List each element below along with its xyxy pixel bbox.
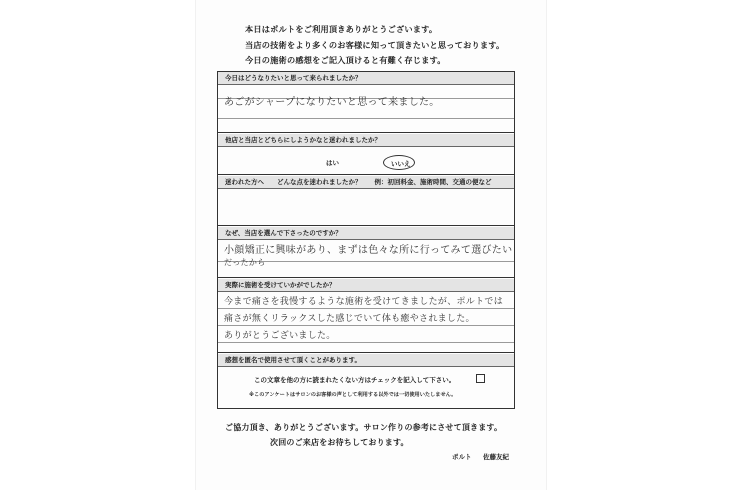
option-no[interactable]: いいえ (391, 160, 411, 168)
question-4-answer: 小顔矯正に興味があり、まずは色々な所に行ってみて選びたい (224, 245, 513, 256)
next-visit-text: 次回のご来店をお待ちしております。 (270, 438, 409, 447)
answer-rule (218, 118, 514, 119)
question-1-answer: あごがシャープになりたいと思って来ました。 (224, 97, 440, 108)
answer-rule (218, 342, 514, 343)
consent-checkbox-label: この文章を他の方に読まれたくない方はチェックを記入して下さい。 (254, 376, 456, 384)
question-4-answer: だったから (224, 258, 266, 267)
intro-text (245, 22, 525, 69)
answer-rule (218, 325, 514, 326)
question-5-answer: 今まで痛さを我慢するような施術を受けてきましたが、ポルトでは (224, 297, 504, 307)
thanks-text: ご協力頂き、ありがとうございます。サロン作りの参考にさせて頂きます。 (225, 423, 503, 432)
consent-heading: 感想を匿名で使用させて頂くことがあります。 (218, 354, 514, 367)
selected-option-circle (383, 155, 415, 170)
survey-form (217, 71, 515, 409)
question-5-label: 実際に施術を受けていかがでしたか？ (218, 279, 514, 292)
question-5-answer: ありがとうございました。 (224, 331, 336, 341)
question-4-label: なぜ、当店を選んで下さったのですか？ (218, 227, 514, 240)
question-2-label: 他店と当店とどちらにしようかなと迷われましたか？ (218, 134, 514, 147)
intro-line: 当店の技術をより多くのお客様に知って頂きたいと思っております。 (245, 39, 505, 50)
question-separator (218, 174, 514, 175)
option-yes[interactable]: はい (326, 159, 339, 167)
question-separator (218, 225, 514, 226)
question-separator (218, 277, 514, 278)
opt-out-checkbox[interactable] (476, 374, 485, 383)
question-1-label: 今日はどうなりたいと思って来られましたか？ (218, 72, 514, 85)
question-3-label: 迷われた方へ どんな点を迷われましたか？ 例：初回料金、施術時間、交通の便など (218, 176, 514, 189)
intro-line: 今日の施術の感想をご記入頂けると有難く存じます。 (245, 55, 446, 65)
consent-note: ※このアンケートはサロンのお客様の声として利用する以外では一切使用いたしません。 (249, 392, 457, 398)
answer-rule (218, 308, 514, 309)
intro-line: 本日はポルトをご利用頂きありがとうございます。 (245, 24, 438, 34)
shop-name: ポルト (452, 453, 472, 461)
staff-name: 佐藤友紀 (483, 453, 509, 461)
question-separator (218, 352, 514, 353)
question-5-answer: 痛さが無くリラックスした感じでいて体も癒やされました。 (224, 314, 475, 324)
question-separator (218, 132, 514, 133)
